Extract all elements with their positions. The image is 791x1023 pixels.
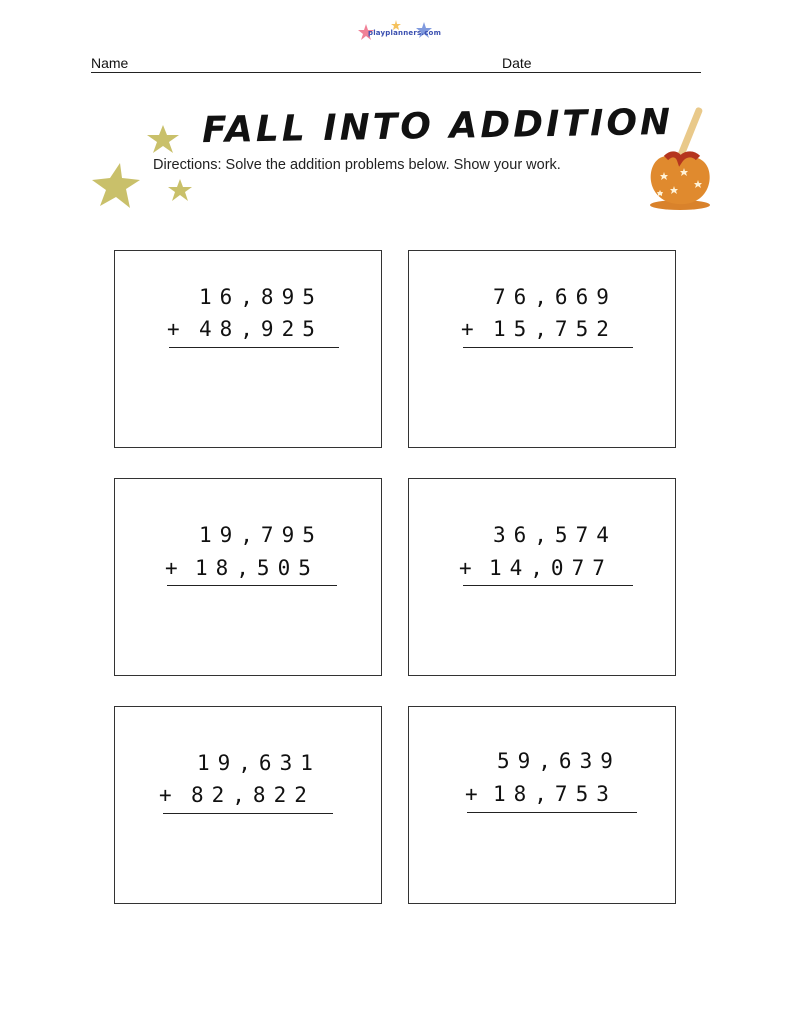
problem-bottom-number: 48,925 [199, 317, 323, 341]
problem-top-number: 19,795 [199, 523, 323, 547]
star-icon [90, 162, 142, 210]
problem-box [114, 250, 382, 448]
plus-sign: + [159, 783, 180, 807]
problem-top-number: 19,631 [197, 751, 321, 775]
plus-sign: + [465, 782, 486, 806]
name-date-line [91, 72, 701, 73]
plus-sign: + [167, 317, 188, 341]
problem-top-number: 59,639 [497, 749, 621, 773]
plus-sign: + [165, 556, 186, 580]
date-label: Date [502, 55, 532, 71]
directions-text: Directions: Solve the addition problems below. Show your work. [153, 157, 561, 173]
problem-bottom-number: 18,505 [195, 556, 319, 580]
problem-box [408, 250, 676, 448]
problem-bottom-number: 15,752 [493, 317, 617, 341]
plus-sign: + [459, 556, 480, 580]
plus-sign: + [461, 317, 482, 341]
problem-box [114, 706, 382, 904]
problem-box [408, 706, 676, 904]
problem-top-number: 16,895 [199, 285, 323, 309]
problem-box [408, 478, 676, 676]
problem-box [114, 478, 382, 676]
problem-bottom-number: 14,077 [489, 556, 613, 580]
problem-bottom-number: 18,753 [493, 782, 617, 806]
logo-text: playplanners.com [368, 29, 442, 37]
answer-line [463, 585, 633, 586]
problem-top-number: 76,669 [493, 285, 617, 309]
answer-line [167, 585, 337, 586]
problem-top-number: 36,574 [493, 523, 617, 547]
answer-line [169, 347, 339, 348]
name-label: Name [91, 55, 129, 71]
star-icon [166, 178, 194, 202]
answer-line [163, 813, 333, 814]
page-title: FALL INTO ADDITION [201, 101, 674, 152]
answer-line [463, 347, 633, 348]
candy-apple-icon [640, 104, 716, 212]
problem-bottom-number: 82,822 [191, 783, 315, 807]
answer-line [467, 812, 637, 813]
star-icon [145, 124, 181, 154]
